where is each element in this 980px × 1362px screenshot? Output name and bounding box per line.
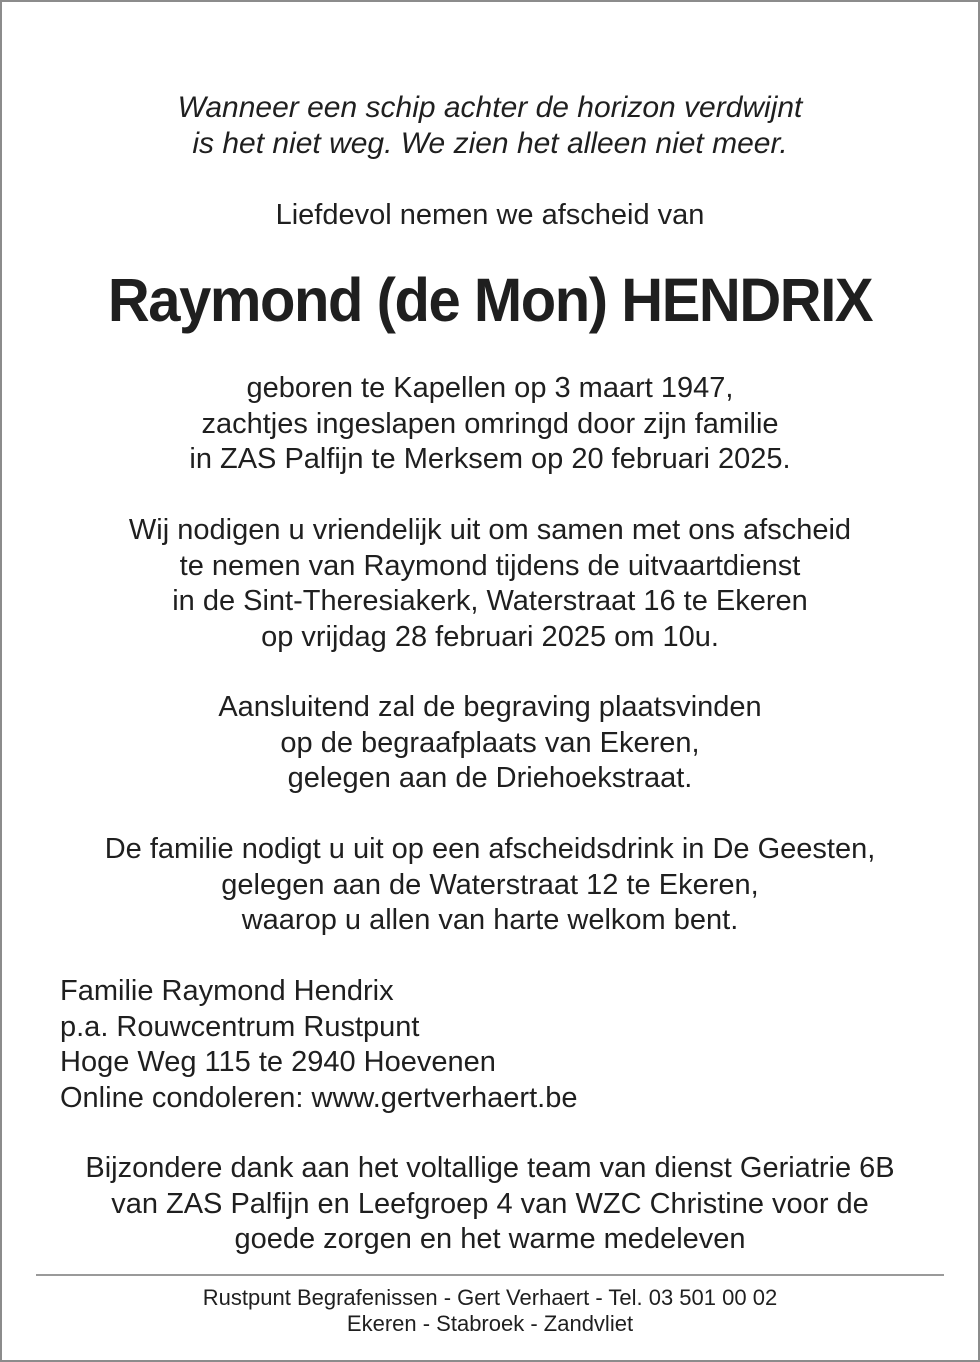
intro-text: Liefdevol nemen we afscheid van — [275, 199, 705, 231]
birth-line: geboren te Kapellen op 3 maart 1947, — [246, 372, 734, 404]
reception-paragraph — [2, 832, 978, 939]
service-line: Wij nodigen u vriendelijk uit om samen met ons afscheid — [128, 514, 852, 546]
reception-line: gelegen aan de Waterstraat 12 te Ekeren, — [221, 868, 759, 901]
address-line: p.a. Rouwcentrum Rustpunt — [60, 1010, 420, 1043]
birth-line: zachtjes ingeslapen omringd door zijn familie — [201, 407, 779, 440]
thanks-line: van ZAS Palfijn en Leefgroep 4 van WZC Christine voor de — [111, 1187, 869, 1220]
service-line: te nemen van Raymond tijdens de uitvaartdienst — [179, 549, 801, 582]
thanks-line: goede zorgen en het warme medeleven — [234, 1223, 746, 1255]
footer-line: Rustpunt Begrafenissen - Gert Verhaert - Tel. 03 501 00 02 — [202, 1285, 778, 1310]
reception-line: De familie nodigt u uit op een afscheidsdrink in De Geesten, — [104, 833, 876, 865]
quote — [2, 90, 978, 162]
quote-line: Wanneer een schip achter de horizon verdwijnt — [177, 91, 803, 124]
family-address-block — [60, 974, 577, 1116]
quote-line: is het niet weg. We zien het alleen niet meer. — [192, 127, 788, 160]
condolence-url: Online condoleren: www.gertverhaert.be — [60, 1081, 578, 1114]
thanks-line: Bijzondere dank aan het voltallige team van dienst Geriatrie 6B — [85, 1152, 895, 1184]
service-line: in de Sint-Theresiakerk, Waterstraat 16 te Ekeren — [172, 585, 808, 617]
birth-line: in ZAS Palfijn te Merksem op 20 februari 2025. — [189, 443, 791, 475]
address-line: Hoge Weg 115 te 2940 Hoevenen — [60, 1046, 496, 1078]
reception-line: waarop u allen van harte welkom bent. — [241, 904, 739, 936]
burial-line: op de begraafplaats van Ekeren, — [280, 726, 700, 759]
birth-paragraph — [2, 371, 978, 478]
service-paragraph — [2, 513, 978, 655]
service-line: op vrijdag 28 februari 2025 om 10u. — [261, 620, 719, 653]
funeral-home-footer — [2, 1285, 978, 1337]
footer-line: Ekeren - Stabroek - Zandvliet — [346, 1311, 634, 1336]
burial-paragraph — [2, 690, 978, 797]
address-line: Familie Raymond Hendrix — [60, 975, 394, 1007]
burial-line: Aansluitend zal de begraving plaatsvinden — [218, 691, 762, 723]
footer-divider — [36, 1274, 944, 1276]
deceased-name: Raymond (de Mon) HENDRIX — [107, 266, 873, 334]
burial-line: gelegen aan de Driehoekstraat. — [287, 762, 693, 794]
thanks-paragraph — [2, 1151, 978, 1258]
